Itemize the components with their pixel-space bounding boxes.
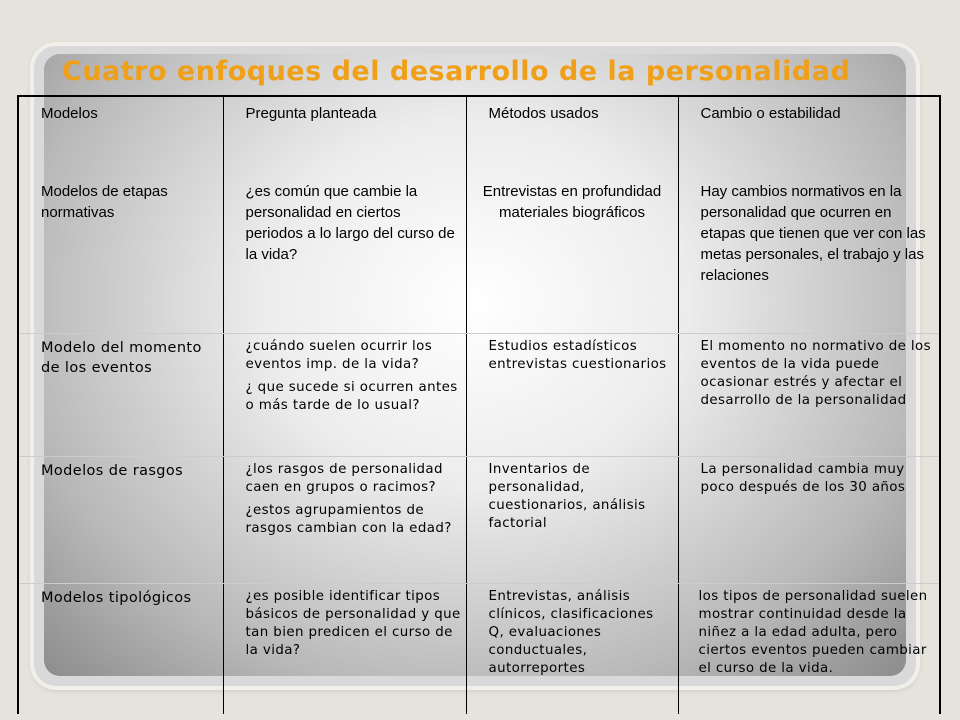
question-text: ¿ que sucede si ocurren antes o más tarde de lo usual? <box>245 380 458 413</box>
question-text: ¿es común que cambie la personalidad en ciertos periodos a lo largo del curso de la vida? <box>245 183 455 263</box>
header-metodos: Métodos usados <box>466 96 678 171</box>
cell-pregunta <box>223 457 466 584</box>
cell-cambio: El momento no normativo de los eventos de la vida puede ocasionar estrés y afectar el desarrollo de la personalidad <box>678 334 940 457</box>
header-cambio: Cambio o estabilidad <box>700 105 841 122</box>
table-row <box>18 457 940 584</box>
cell-pregunta <box>223 334 466 457</box>
cell-modelo: Modelos de etapas normativas <box>18 171 223 334</box>
cell-modelo: Modelo del momento de los eventos <box>18 334 223 457</box>
cell-pregunta <box>223 584 466 715</box>
cell-modelo: Modelos de rasgos <box>18 457 223 584</box>
table-row <box>18 584 940 715</box>
question-text: ¿estos agrupamientos de rasgos cambian con la edad? <box>245 503 452 536</box>
question-text: ¿cuándo suelen ocurrir los eventos imp. de la vida? <box>245 339 433 372</box>
table-row <box>18 334 940 457</box>
question-text: ¿es posible identificar tipos básicos de personalidad y que tan bien predicen el curso de la vida? <box>245 589 461 658</box>
header-pregunta: Pregunta planteada <box>223 96 466 171</box>
cell-metodos: Estudios estadísticos entrevistas cuestionarios <box>466 334 678 457</box>
cell-cambio: Hay cambios normativos en la personalidad que ocurren en etapas que tienen que ver con las metas personales, el trabajo y las relaciones <box>678 171 940 334</box>
cell-modelo: Modelos tipológicos <box>18 584 223 715</box>
slide-title: Cuatro enfoques del desarrollo de la personalidad <box>62 56 851 87</box>
cell-pregunta <box>223 171 466 334</box>
cell-metodos: Entrevistas, análisis clínicos, clasificaciones Q, evaluaciones conductuales, autorreportes <box>466 584 678 715</box>
cell-metodos: Entrevistas en profundidad materiales biográficos <box>466 171 678 334</box>
table-row <box>18 171 940 334</box>
table-header-row <box>18 96 940 171</box>
approaches-table <box>17 95 941 714</box>
question-text: ¿los rasgos de personalidad caen en grupos o racimos? <box>245 462 443 495</box>
cell-cambio: La personalidad cambia muy poco después de los 30 años <box>678 457 940 584</box>
header-modelos: Modelos <box>18 96 223 171</box>
cell-cambio: los tipos de personalidad suelen mostrar continuidad desde la niñez a la edad adulta, pero ciertos eventos pueden cambiar el curso de la vida. <box>698 589 928 676</box>
cell-metodos: Inventarios de personalidad, cuestionarios, análisis factorial <box>466 457 678 584</box>
